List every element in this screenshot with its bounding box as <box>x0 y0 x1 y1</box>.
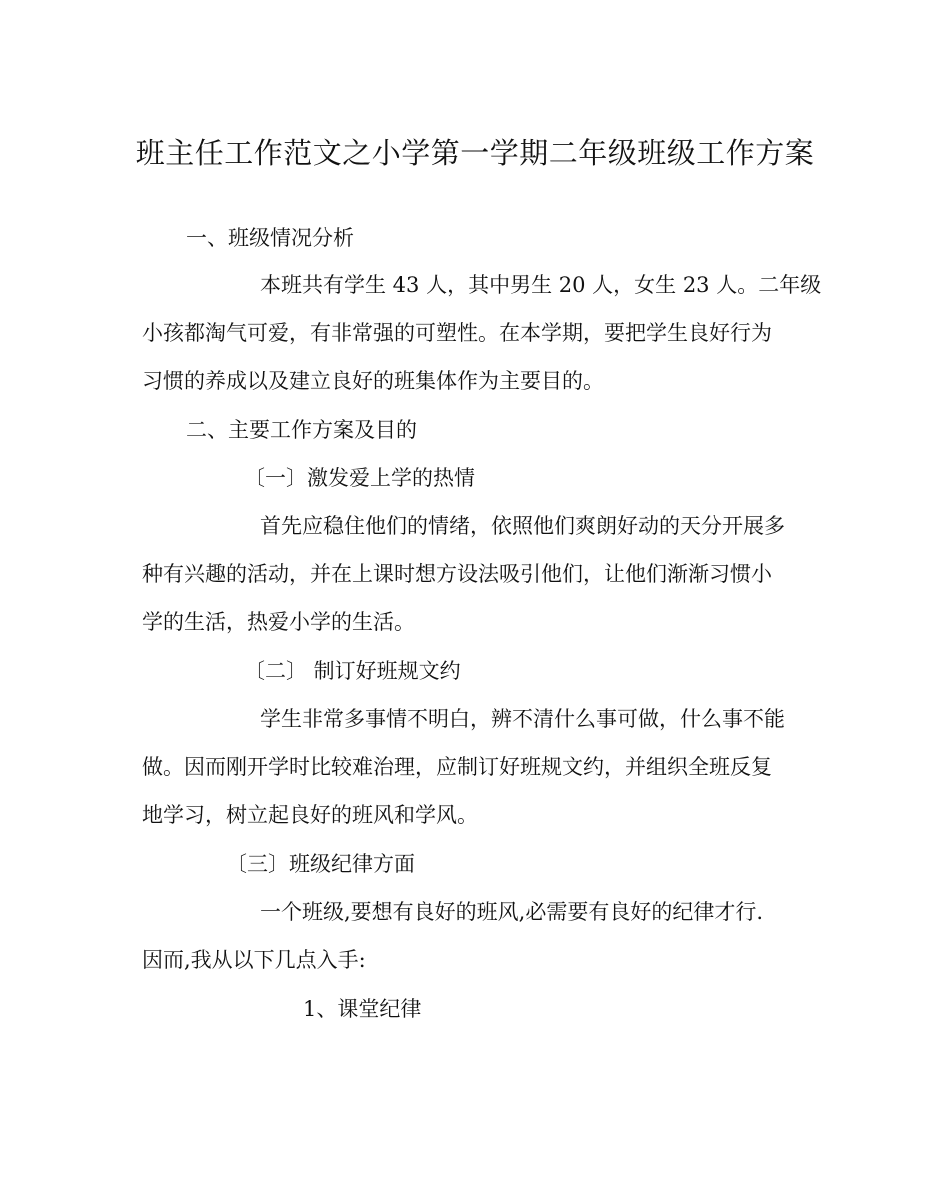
paragraph-line: 习惯的养成以及建立良好的班集体作为主要目的。 <box>142 369 604 393</box>
paragraph-line: 种有兴趣的活动，并在上课时想方设法吸引他们，让他们渐渐习惯小 <box>142 562 772 586</box>
list-item-classroom-discipline: 1、课堂纪律 <box>303 997 422 1021</box>
paragraph-line: 学生非常多事情不明白，辨不清什么事可做，什么事不能 <box>260 707 785 731</box>
paragraph-line: 做。因而刚开学时比较难治理，应制订好班规文约，并组织全班反复 <box>142 755 772 779</box>
paragraph-line: 本班共有学生 43 人，其中男生 20 人，女生 23 人。二年级 <box>260 273 822 297</box>
subsection-heading-1: 〔一〕激发爱上学的热情 <box>244 466 475 490</box>
section-heading-work-plan: 二、主要工作方案及目的 <box>186 418 417 442</box>
subsection-heading-3: 〔三〕班级纪律方面 <box>226 852 415 876</box>
paragraph-line: 首先应稳住他们的情绪，依照他们爽朗好动的天分开展多 <box>260 514 785 538</box>
paragraph-line: 小孩都淘气可爱，有非常强的可塑性。在本学期，要把学生良好行为 <box>142 321 772 345</box>
paragraph-line: 地学习，树立起良好的班风和学风。 <box>142 803 478 827</box>
subsection-heading-2: 〔二〕 制订好班规文约 <box>244 659 461 683</box>
paragraph-line: 学的生活，热爱小学的生活。 <box>142 610 415 634</box>
document-title: 班主任工作范文之小学第一学期二年级班级工作方案 <box>135 136 815 170</box>
paragraph-line: 一个班级,要想有良好的班风,必需要有良好的纪律才行. <box>260 900 764 924</box>
section-heading-class-analysis: 一、班级情况分析 <box>186 226 354 250</box>
paragraph-line: 因而,我从以下几点入手: <box>142 948 366 972</box>
